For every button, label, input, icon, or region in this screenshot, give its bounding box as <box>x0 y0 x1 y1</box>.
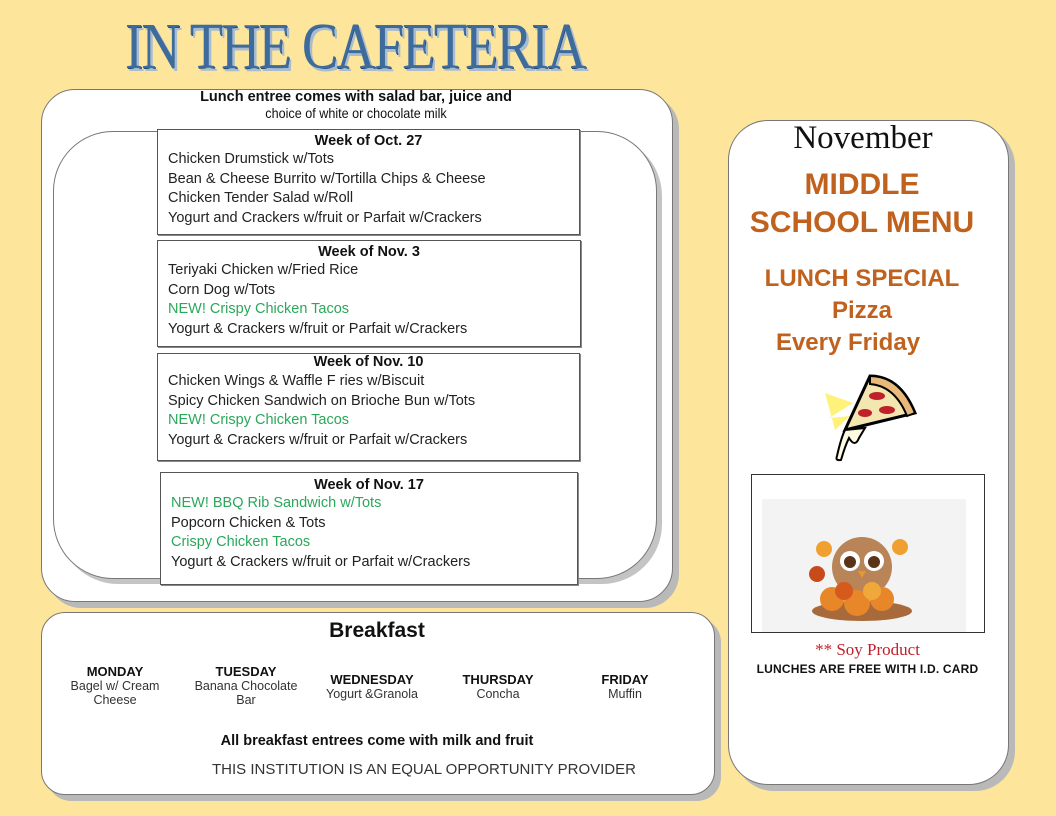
menu-item: Corn Dog w/Tots <box>168 281 276 298</box>
breakfast-thursday <box>438 672 558 701</box>
pizza-icon <box>815 368 920 463</box>
menu-item: Spicy Chicken Sandwich on Brioche Bun w/Tots <box>168 392 476 409</box>
menu-item: Yogurt & Crackers w/fruit or Parfait w/Crackers <box>168 320 468 337</box>
day-label: THURSDAY <box>462 672 534 687</box>
lunch-special: LUNCH SPECIAL <box>764 265 960 292</box>
owl-autumn-image <box>762 499 966 632</box>
day-label: MONDAY <box>86 664 144 679</box>
day-item: Yogurt &Granola <box>326 687 418 701</box>
day-item: Muffin <box>608 687 642 701</box>
week-heading: Week of Nov. 10 <box>313 354 424 370</box>
free-lunch-note: LUNCHES ARE FREE WITH I.D. CARD <box>756 662 979 676</box>
breakfast-tuesday <box>186 664 306 707</box>
menu-title-line2: SCHOOL MENU <box>749 206 975 239</box>
menu-item-new: NEW! Crispy Chicken Tacos <box>168 301 350 317</box>
day-label: TUESDAY <box>215 664 277 679</box>
menu-item: Crispy Chicken Tacos <box>171 534 311 550</box>
week-nov-17 <box>160 472 578 585</box>
page-title: IN THE CAFETERIA <box>125 10 585 83</box>
menu-item: Chicken Drumstick w/Tots <box>168 151 334 167</box>
special-every-friday: Every Friday <box>775 329 921 356</box>
week-heading: Week of Oct. 27 <box>314 133 423 149</box>
equal-opportunity-statement: THIS INSTITUTION IS AN EQUAL OPPORTUNITY PROVIDER <box>212 761 636 778</box>
lunch-intro-line2: choice of white or chocolate milk <box>265 105 447 121</box>
menu-item: Chicken Wings & Waffle F ries w/Biscuit <box>168 373 425 389</box>
breakfast-friday <box>565 672 685 701</box>
day-label: FRIDAY <box>601 672 649 687</box>
week-heading: Week of Nov. 3 <box>318 244 420 260</box>
menu-item: Yogurt and Crackers w/fruit or Parfait w/Crackers <box>168 209 482 226</box>
week-heading: Week of Nov. 17 <box>314 477 424 493</box>
breakfast-note: All breakfast entrees come with milk and fruit <box>220 733 534 749</box>
breakfast-wednesday <box>312 672 432 701</box>
lunch-intro-line1: Lunch entree comes with salad bar, juice and <box>200 89 512 105</box>
day-item: Bagel w/ Cream Cheese <box>70 679 160 707</box>
menu-item: Teriyaki Chicken w/Fried Rice <box>168 262 359 278</box>
menu-item: Yogurt & Crackers w/fruit or Parfait w/Crackers <box>168 431 468 448</box>
menu-title-line1: MIDDLE <box>804 168 920 201</box>
breakfast-heading: Breakfast <box>329 619 425 642</box>
soy-product-note: ** Soy Product <box>815 640 920 659</box>
menu-item: Bean & Cheese Burrito w/Tortilla Chips & Cheese <box>168 170 486 187</box>
month: November <box>793 120 933 156</box>
breakfast-monday <box>55 664 175 707</box>
lunch-intro <box>41 89 671 121</box>
day-label: WEDNESDAY <box>330 672 414 687</box>
menu-item-new: NEW! Crispy Chicken Tacos <box>168 412 350 428</box>
menu-item-new: NEW! BBQ Rib Sandwich w/Tots <box>171 495 382 511</box>
week-oct-27 <box>157 129 580 235</box>
owl-image-frame <box>751 474 985 633</box>
week-nov-10 <box>157 353 580 461</box>
menu-item: Yogurt & Crackers w/fruit or Parfait w/Crackers <box>171 553 471 570</box>
day-item: Concha <box>476 687 520 701</box>
day-item: Banana Chocolate Bar <box>194 679 298 707</box>
menu-item: Chicken Tender Salad w/Roll <box>168 190 354 206</box>
menu-item: Popcorn Chicken & Tots <box>171 514 326 531</box>
week-nov-3 <box>157 240 581 347</box>
special-pizza: Pizza <box>831 297 893 324</box>
